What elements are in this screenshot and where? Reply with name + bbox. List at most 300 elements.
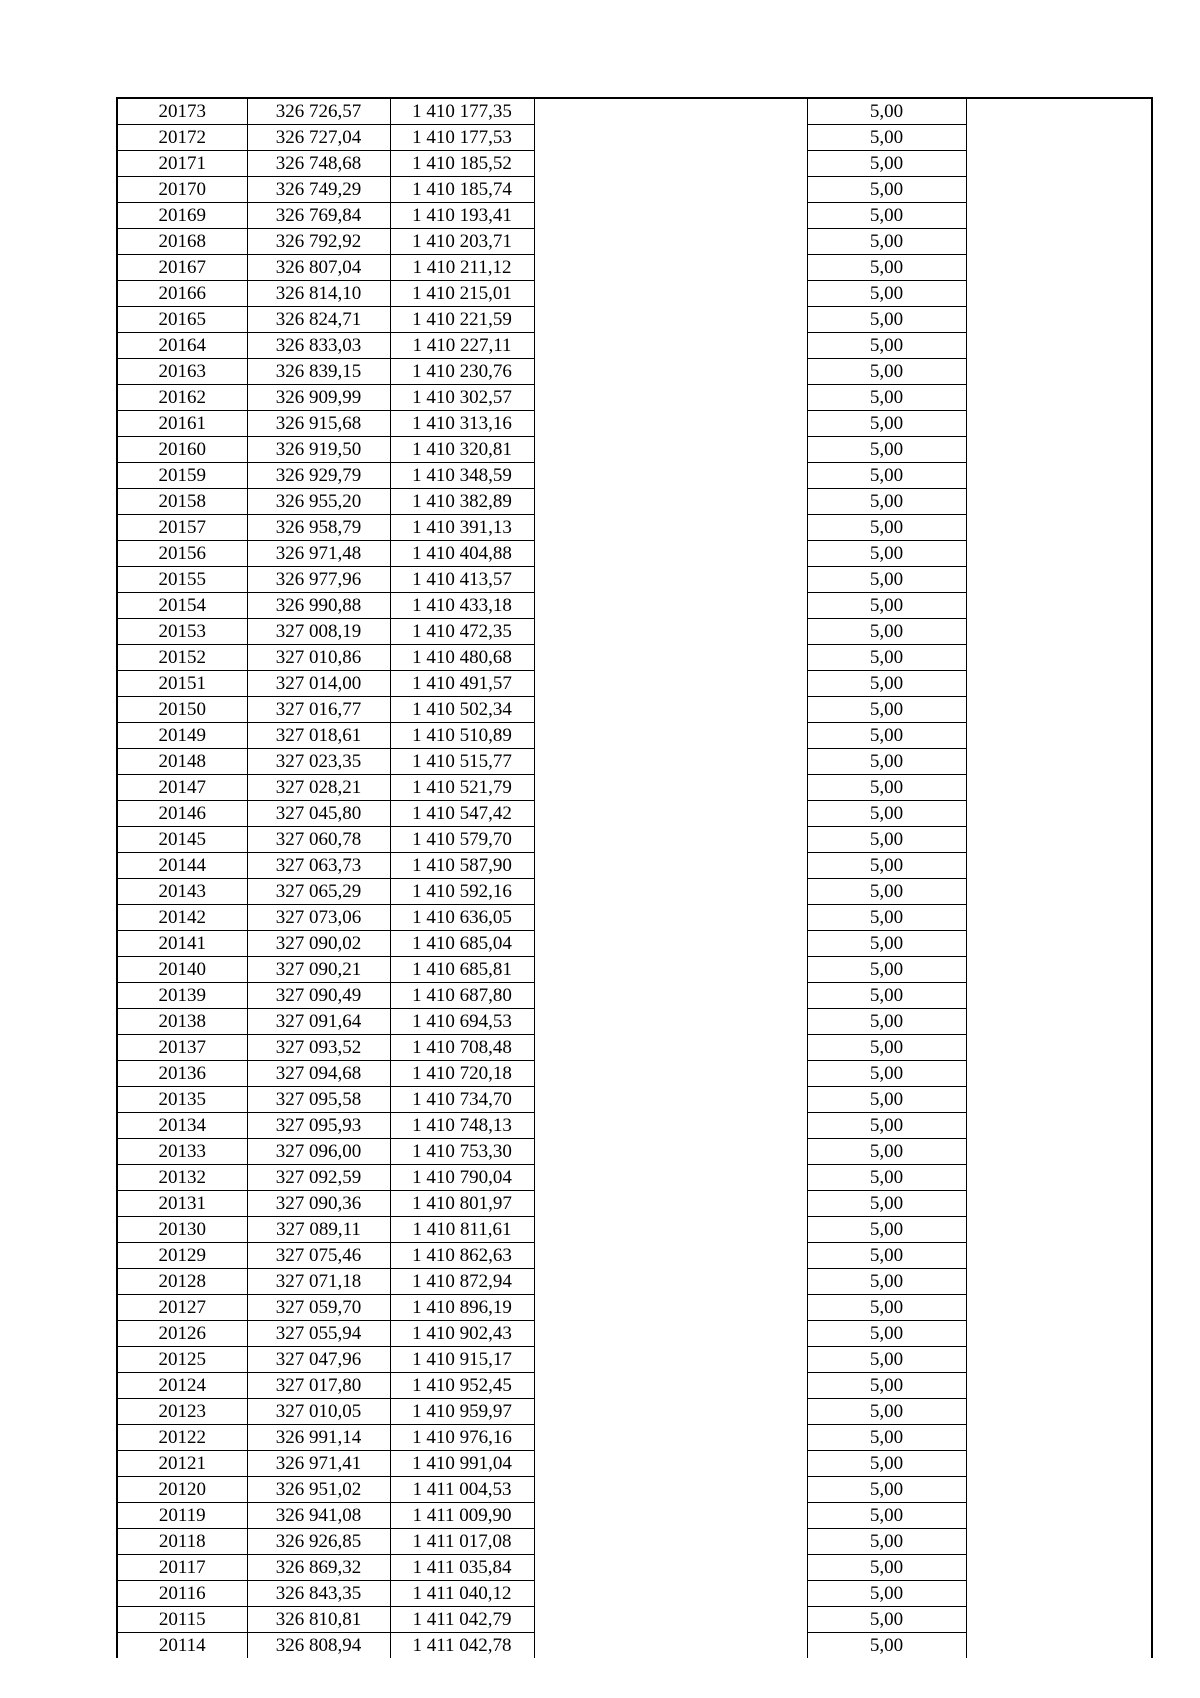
value-cell: 5,00 <box>807 1295 966 1321</box>
value-cell: 5,00 <box>807 1191 966 1217</box>
point-number-cell: 20160 <box>117 437 247 463</box>
y-coordinate-cell: 1 410 547,42 <box>390 801 534 827</box>
x-coordinate-cell: 326 869,32 <box>247 1555 390 1581</box>
x-coordinate-cell: 327 091,64 <box>247 1009 390 1035</box>
x-coordinate-cell: 327 023,35 <box>247 749 390 775</box>
x-coordinate-cell: 326 807,04 <box>247 255 390 281</box>
empty-cell <box>534 333 807 359</box>
empty-cell <box>534 853 807 879</box>
x-coordinate-cell: 326 951,02 <box>247 1477 390 1503</box>
empty-cell <box>966 1165 1152 1191</box>
point-number-cell: 20122 <box>117 1425 247 1451</box>
y-coordinate-cell: 1 410 177,35 <box>390 98 534 125</box>
value-cell: 5,00 <box>807 98 966 125</box>
x-coordinate-cell: 327 059,70 <box>247 1295 390 1321</box>
table-row <box>117 229 1152 255</box>
empty-cell <box>534 203 807 229</box>
y-coordinate-cell: 1 411 009,90 <box>390 1503 534 1529</box>
x-coordinate-cell: 327 055,94 <box>247 1321 390 1347</box>
value-cell: 5,00 <box>807 203 966 229</box>
value-cell: 5,00 <box>807 1087 966 1113</box>
empty-cell <box>534 1061 807 1087</box>
point-number-cell: 20165 <box>117 307 247 333</box>
value-cell: 5,00 <box>807 1555 966 1581</box>
table-row <box>117 151 1152 177</box>
point-number-cell: 20145 <box>117 827 247 853</box>
table-row <box>117 567 1152 593</box>
x-coordinate-cell: 326 769,84 <box>247 203 390 229</box>
empty-cell <box>534 801 807 827</box>
y-coordinate-cell: 1 410 587,90 <box>390 853 534 879</box>
y-coordinate-cell: 1 410 227,11 <box>390 333 534 359</box>
x-coordinate-cell: 327 075,46 <box>247 1243 390 1269</box>
empty-cell <box>966 1191 1152 1217</box>
y-coordinate-cell: 1 410 391,13 <box>390 515 534 541</box>
table-row <box>117 905 1152 931</box>
empty-cell <box>966 1399 1152 1425</box>
x-coordinate-cell: 326 915,68 <box>247 411 390 437</box>
empty-cell <box>966 229 1152 255</box>
empty-cell <box>534 1347 807 1373</box>
point-number-cell: 20154 <box>117 593 247 619</box>
y-coordinate-cell: 1 410 230,76 <box>390 359 534 385</box>
y-coordinate-cell: 1 410 991,04 <box>390 1451 534 1477</box>
point-number-cell: 20127 <box>117 1295 247 1321</box>
empty-cell <box>966 385 1152 411</box>
table-row <box>117 1113 1152 1139</box>
x-coordinate-cell: 326 977,96 <box>247 567 390 593</box>
table-row <box>117 931 1152 957</box>
table-row <box>117 1477 1152 1503</box>
empty-cell <box>534 229 807 255</box>
point-number-cell: 20121 <box>117 1451 247 1477</box>
empty-cell <box>534 411 807 437</box>
empty-cell <box>966 98 1152 125</box>
y-coordinate-cell: 1 410 902,43 <box>390 1321 534 1347</box>
y-coordinate-cell: 1 410 952,45 <box>390 1373 534 1399</box>
empty-cell <box>534 1009 807 1035</box>
empty-cell <box>534 1035 807 1061</box>
empty-cell <box>534 671 807 697</box>
x-coordinate-cell: 326 941,08 <box>247 1503 390 1529</box>
empty-cell <box>966 905 1152 931</box>
point-number-cell: 20150 <box>117 697 247 723</box>
value-cell: 5,00 <box>807 1165 966 1191</box>
point-number-cell: 20139 <box>117 983 247 1009</box>
empty-cell <box>534 1373 807 1399</box>
empty-cell <box>534 177 807 203</box>
table-row <box>117 827 1152 853</box>
empty-cell <box>534 1425 807 1451</box>
x-coordinate-cell: 327 090,36 <box>247 1191 390 1217</box>
value-cell: 5,00 <box>807 1113 966 1139</box>
point-number-cell: 20151 <box>117 671 247 697</box>
empty-cell <box>966 411 1152 437</box>
empty-cell <box>966 359 1152 385</box>
point-number-cell: 20128 <box>117 1269 247 1295</box>
y-coordinate-cell: 1 410 221,59 <box>390 307 534 333</box>
point-number-cell: 20168 <box>117 229 247 255</box>
empty-cell <box>966 1503 1152 1529</box>
point-number-cell: 20141 <box>117 931 247 957</box>
value-cell: 5,00 <box>807 1321 966 1347</box>
point-number-cell: 20130 <box>117 1217 247 1243</box>
point-number-cell: 20116 <box>117 1581 247 1607</box>
table-row <box>117 1425 1152 1451</box>
x-coordinate-cell: 327 090,21 <box>247 957 390 983</box>
value-cell: 5,00 <box>807 879 966 905</box>
empty-cell <box>534 749 807 775</box>
x-coordinate-cell: 326 749,29 <box>247 177 390 203</box>
y-coordinate-cell: 1 410 579,70 <box>390 827 534 853</box>
value-cell: 5,00 <box>807 723 966 749</box>
y-coordinate-cell: 1 410 502,34 <box>390 697 534 723</box>
table-row <box>117 1321 1152 1347</box>
table-row <box>117 1087 1152 1113</box>
value-cell: 5,00 <box>807 1217 966 1243</box>
empty-cell <box>534 1581 807 1607</box>
table-row <box>117 1295 1152 1321</box>
table-row <box>117 1451 1152 1477</box>
x-coordinate-cell: 326 833,03 <box>247 333 390 359</box>
x-coordinate-cell: 327 028,21 <box>247 775 390 801</box>
coordinates-table-body <box>117 98 1152 1658</box>
y-coordinate-cell: 1 410 203,71 <box>390 229 534 255</box>
value-cell: 5,00 <box>807 957 966 983</box>
table-row <box>117 437 1152 463</box>
point-number-cell: 20155 <box>117 567 247 593</box>
empty-cell <box>966 775 1152 801</box>
value-cell: 5,00 <box>807 1061 966 1087</box>
empty-cell <box>534 385 807 411</box>
value-cell: 5,00 <box>807 1477 966 1503</box>
empty-cell <box>534 151 807 177</box>
empty-cell <box>534 619 807 645</box>
table-row <box>117 1581 1152 1607</box>
empty-cell <box>534 255 807 281</box>
point-number-cell: 20123 <box>117 1399 247 1425</box>
point-number-cell: 20142 <box>117 905 247 931</box>
value-cell: 5,00 <box>807 359 966 385</box>
value-cell: 5,00 <box>807 1503 966 1529</box>
empty-cell <box>966 1555 1152 1581</box>
x-coordinate-cell: 327 092,59 <box>247 1165 390 1191</box>
y-coordinate-cell: 1 410 708,48 <box>390 1035 534 1061</box>
value-cell: 5,00 <box>807 333 966 359</box>
empty-cell <box>966 1113 1152 1139</box>
y-coordinate-cell: 1 410 959,97 <box>390 1399 534 1425</box>
y-coordinate-cell: 1 410 433,18 <box>390 593 534 619</box>
empty-cell <box>966 801 1152 827</box>
empty-cell <box>966 463 1152 489</box>
x-coordinate-cell: 326 748,68 <box>247 151 390 177</box>
point-number-cell: 20161 <box>117 411 247 437</box>
empty-cell <box>966 203 1152 229</box>
point-number-cell: 20143 <box>117 879 247 905</box>
point-number-cell: 20140 <box>117 957 247 983</box>
x-coordinate-cell: 327 089,11 <box>247 1217 390 1243</box>
value-cell: 5,00 <box>807 1399 966 1425</box>
value-cell: 5,00 <box>807 177 966 203</box>
table-row <box>117 1633 1152 1659</box>
y-coordinate-cell: 1 410 302,57 <box>390 385 534 411</box>
value-cell: 5,00 <box>807 385 966 411</box>
point-number-cell: 20137 <box>117 1035 247 1061</box>
x-coordinate-cell: 327 095,93 <box>247 1113 390 1139</box>
empty-cell <box>534 697 807 723</box>
table-row <box>117 645 1152 671</box>
value-cell: 5,00 <box>807 983 966 1009</box>
empty-cell <box>966 1243 1152 1269</box>
point-number-cell: 20132 <box>117 1165 247 1191</box>
table-row <box>117 1529 1152 1555</box>
x-coordinate-cell: 327 060,78 <box>247 827 390 853</box>
x-coordinate-cell: 326 792,92 <box>247 229 390 255</box>
table-row <box>117 541 1152 567</box>
table-row <box>117 697 1152 723</box>
x-coordinate-cell: 326 814,10 <box>247 281 390 307</box>
x-coordinate-cell: 326 909,99 <box>247 385 390 411</box>
value-cell: 5,00 <box>807 411 966 437</box>
value-cell: 5,00 <box>807 775 966 801</box>
point-number-cell: 20114 <box>117 1633 247 1659</box>
table-row <box>117 983 1152 1009</box>
table-row <box>117 177 1152 203</box>
value-cell: 5,00 <box>807 229 966 255</box>
x-coordinate-cell: 326 926,85 <box>247 1529 390 1555</box>
table-row <box>117 281 1152 307</box>
table-row <box>117 1217 1152 1243</box>
point-number-cell: 20157 <box>117 515 247 541</box>
empty-cell <box>966 1087 1152 1113</box>
y-coordinate-cell: 1 410 348,59 <box>390 463 534 489</box>
point-number-cell: 20173 <box>117 98 247 125</box>
x-coordinate-cell: 326 824,71 <box>247 307 390 333</box>
table-row <box>117 98 1152 125</box>
x-coordinate-cell: 327 017,80 <box>247 1373 390 1399</box>
point-number-cell: 20158 <box>117 489 247 515</box>
point-number-cell: 20170 <box>117 177 247 203</box>
value-cell: 5,00 <box>807 515 966 541</box>
table-row <box>117 723 1152 749</box>
y-coordinate-cell: 1 411 042,78 <box>390 1633 534 1659</box>
value-cell: 5,00 <box>807 1607 966 1633</box>
table-row <box>117 749 1152 775</box>
y-coordinate-cell: 1 410 790,04 <box>390 1165 534 1191</box>
table-row <box>117 957 1152 983</box>
coordinates-table <box>116 97 1153 1658</box>
table-row <box>117 1165 1152 1191</box>
x-coordinate-cell: 327 016,77 <box>247 697 390 723</box>
y-coordinate-cell: 1 410 521,79 <box>390 775 534 801</box>
point-number-cell: 20115 <box>117 1607 247 1633</box>
empty-cell <box>534 1243 807 1269</box>
empty-cell <box>534 1269 807 1295</box>
point-number-cell: 20147 <box>117 775 247 801</box>
y-coordinate-cell: 1 410 313,16 <box>390 411 534 437</box>
value-cell: 5,00 <box>807 853 966 879</box>
x-coordinate-cell: 327 065,29 <box>247 879 390 905</box>
x-coordinate-cell: 327 095,58 <box>247 1087 390 1113</box>
table-row <box>117 1555 1152 1581</box>
point-number-cell: 20159 <box>117 463 247 489</box>
value-cell: 5,00 <box>807 307 966 333</box>
point-number-cell: 20144 <box>117 853 247 879</box>
empty-cell <box>534 1633 807 1659</box>
point-number-cell: 20153 <box>117 619 247 645</box>
empty-cell <box>534 931 807 957</box>
y-coordinate-cell: 1 410 636,05 <box>390 905 534 931</box>
empty-cell <box>966 1321 1152 1347</box>
value-cell: 5,00 <box>807 905 966 931</box>
y-coordinate-cell: 1 410 413,57 <box>390 567 534 593</box>
empty-cell <box>534 1165 807 1191</box>
value-cell: 5,00 <box>807 541 966 567</box>
empty-cell <box>534 1451 807 1477</box>
y-coordinate-cell: 1 410 694,53 <box>390 1009 534 1035</box>
empty-cell <box>534 463 807 489</box>
empty-cell <box>966 1451 1152 1477</box>
y-coordinate-cell: 1 410 734,70 <box>390 1087 534 1113</box>
point-number-cell: 20135 <box>117 1087 247 1113</box>
point-number-cell: 20131 <box>117 1191 247 1217</box>
table-row <box>117 1269 1152 1295</box>
empty-cell <box>966 333 1152 359</box>
table-row <box>117 333 1152 359</box>
table-row <box>117 385 1152 411</box>
y-coordinate-cell: 1 411 017,08 <box>390 1529 534 1555</box>
empty-cell <box>534 1555 807 1581</box>
value-cell: 5,00 <box>807 749 966 775</box>
empty-cell <box>534 1477 807 1503</box>
table-row <box>117 359 1152 385</box>
empty-cell <box>534 1113 807 1139</box>
point-number-cell: 20167 <box>117 255 247 281</box>
value-cell: 5,00 <box>807 1373 966 1399</box>
value-cell: 5,00 <box>807 1139 966 1165</box>
value-cell: 5,00 <box>807 671 966 697</box>
empty-cell <box>534 1503 807 1529</box>
table-row <box>117 255 1152 281</box>
empty-cell <box>966 1009 1152 1035</box>
y-coordinate-cell: 1 411 042,79 <box>390 1607 534 1633</box>
x-coordinate-cell: 326 971,41 <box>247 1451 390 1477</box>
y-coordinate-cell: 1 410 215,01 <box>390 281 534 307</box>
table-row <box>117 125 1152 151</box>
table-row <box>117 203 1152 229</box>
empty-cell <box>966 1477 1152 1503</box>
x-coordinate-cell: 327 071,18 <box>247 1269 390 1295</box>
table-row <box>117 1399 1152 1425</box>
y-coordinate-cell: 1 410 185,52 <box>390 151 534 177</box>
x-coordinate-cell: 327 094,68 <box>247 1061 390 1087</box>
empty-cell <box>534 1399 807 1425</box>
empty-cell <box>534 281 807 307</box>
x-coordinate-cell: 326 919,50 <box>247 437 390 463</box>
y-coordinate-cell: 1 410 811,61 <box>390 1217 534 1243</box>
y-coordinate-cell: 1 410 976,16 <box>390 1425 534 1451</box>
empty-cell <box>534 827 807 853</box>
empty-cell <box>966 177 1152 203</box>
x-coordinate-cell: 327 008,19 <box>247 619 390 645</box>
empty-cell <box>534 593 807 619</box>
x-coordinate-cell: 327 047,96 <box>247 1347 390 1373</box>
table-row <box>117 853 1152 879</box>
empty-cell <box>534 307 807 333</box>
table-row <box>117 593 1152 619</box>
x-coordinate-cell: 326 727,04 <box>247 125 390 151</box>
x-coordinate-cell: 326 843,35 <box>247 1581 390 1607</box>
empty-cell <box>966 151 1152 177</box>
empty-cell <box>966 1347 1152 1373</box>
empty-cell <box>966 1581 1152 1607</box>
empty-cell <box>534 1139 807 1165</box>
empty-cell <box>966 437 1152 463</box>
empty-cell <box>966 1035 1152 1061</box>
empty-cell <box>966 307 1152 333</box>
empty-cell <box>534 1191 807 1217</box>
point-number-cell: 20133 <box>117 1139 247 1165</box>
y-coordinate-cell: 1 410 320,81 <box>390 437 534 463</box>
point-number-cell: 20124 <box>117 1373 247 1399</box>
y-coordinate-cell: 1 410 382,89 <box>390 489 534 515</box>
value-cell: 5,00 <box>807 1425 966 1451</box>
empty-cell <box>966 515 1152 541</box>
empty-cell <box>966 723 1152 749</box>
x-coordinate-cell: 327 093,52 <box>247 1035 390 1061</box>
y-coordinate-cell: 1 410 185,74 <box>390 177 534 203</box>
empty-cell <box>966 1529 1152 1555</box>
empty-cell <box>966 281 1152 307</box>
table-row <box>117 1607 1152 1633</box>
point-number-cell: 20118 <box>117 1529 247 1555</box>
point-number-cell: 20129 <box>117 1243 247 1269</box>
y-coordinate-cell: 1 410 193,41 <box>390 203 534 229</box>
empty-cell <box>534 775 807 801</box>
value-cell: 5,00 <box>807 489 966 515</box>
point-number-cell: 20166 <box>117 281 247 307</box>
value-cell: 5,00 <box>807 1581 966 1607</box>
value-cell: 5,00 <box>807 1451 966 1477</box>
table-row <box>117 489 1152 515</box>
empty-cell <box>534 515 807 541</box>
point-number-cell: 20119 <box>117 1503 247 1529</box>
y-coordinate-cell: 1 410 915,17 <box>390 1347 534 1373</box>
table-row <box>117 1347 1152 1373</box>
y-coordinate-cell: 1 410 872,94 <box>390 1269 534 1295</box>
x-coordinate-cell: 327 010,86 <box>247 645 390 671</box>
value-cell: 5,00 <box>807 645 966 671</box>
empty-cell <box>534 1217 807 1243</box>
table-row <box>117 1373 1152 1399</box>
table-row <box>117 1009 1152 1035</box>
empty-cell <box>534 1295 807 1321</box>
empty-cell <box>966 853 1152 879</box>
x-coordinate-cell: 327 045,80 <box>247 801 390 827</box>
x-coordinate-cell: 326 839,15 <box>247 359 390 385</box>
empty-cell <box>534 1607 807 1633</box>
table-row <box>117 1191 1152 1217</box>
table-row <box>117 515 1152 541</box>
x-coordinate-cell: 326 958,79 <box>247 515 390 541</box>
x-coordinate-cell: 326 955,20 <box>247 489 390 515</box>
empty-cell <box>966 1607 1152 1633</box>
table-row <box>117 1503 1152 1529</box>
point-number-cell: 20138 <box>117 1009 247 1035</box>
value-cell: 5,00 <box>807 1035 966 1061</box>
empty-cell <box>966 827 1152 853</box>
empty-cell <box>534 723 807 749</box>
